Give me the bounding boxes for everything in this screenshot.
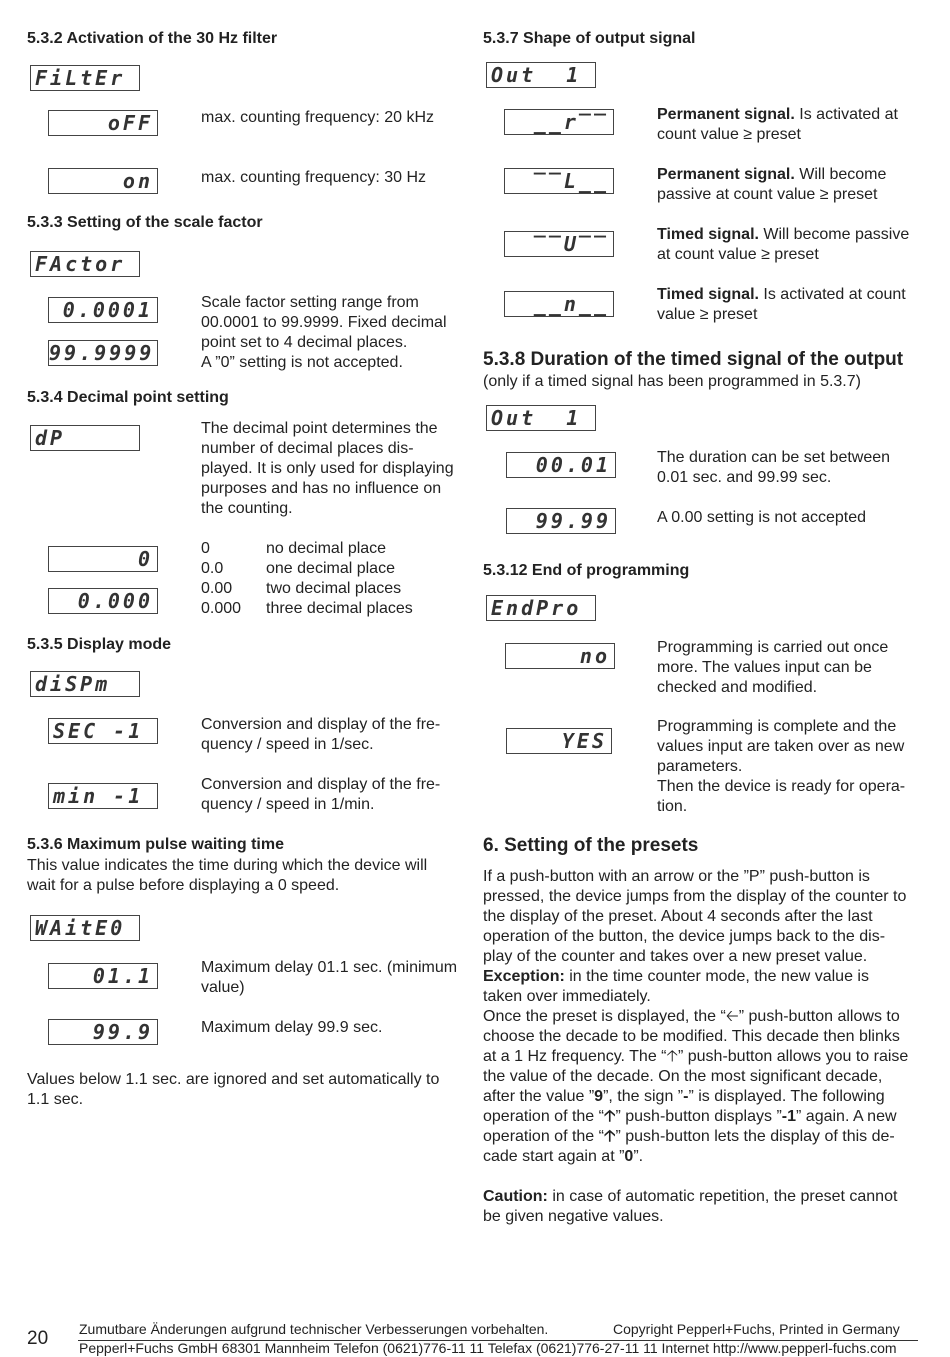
section-title-5-3-8: 5.3.8 Duration of the timed signal of the output	[483, 349, 904, 370]
wait-max-text: Maximum delay 99.9 sec.	[201, 1019, 383, 1036]
lcd-min: min -1	[48, 783, 158, 809]
scale-factor-text: Scale factor setting range from 00.0001 to 99.9999. Fixed decimal point set to 4 decimal places. A ”0” setting is not accepted.	[201, 294, 447, 371]
lcd-dp-0000: 0.000	[48, 588, 158, 614]
lcd-signal-1: __r‾‾	[504, 109, 614, 135]
lcd-menu-out1-duration: Out 1	[486, 405, 596, 431]
pulse-intro-text: This value indicates the time during which the device will wait for a pulse before displaying a 0 speed.	[27, 857, 428, 894]
end-yes-text: Programming is complete and the values input are taken over as new parameters. Then the device is ready for opera- tion.	[657, 718, 906, 815]
section-subtitle-5-3-8: (only if a timed signal has been programmed in 5.3.7)	[483, 373, 861, 390]
lcd-menu-dispm: diSPm	[30, 671, 140, 697]
lcd-signal-3: ‾‾U‾‾	[504, 231, 614, 257]
lcd-wait-max: 99.9	[48, 1019, 158, 1045]
end-no-text: Programming is carried out once more. The values input can be checked and modified.	[657, 639, 889, 696]
section-title-5-3-3: 5.3.3 Setting of the scale factor	[27, 214, 263, 231]
table-row: 0.000 three decimal places	[201, 600, 413, 617]
lcd-signal-4: __n__	[504, 291, 614, 317]
section-title-5-3-7: 5.3.7 Shape of output signal	[483, 30, 696, 47]
lcd-end-yes: YES	[506, 728, 612, 754]
duration-min-text: The duration can be set between 0.01 sec. and 99.99 sec.	[657, 449, 891, 486]
lcd-dp-0: 0	[48, 546, 158, 572]
lcd-end-no: no	[505, 643, 615, 669]
lcd-filter-off: oFF	[48, 110, 158, 136]
lcd-menu-factor: FActor	[30, 251, 140, 277]
section-title-5-3-12: 5.3.12 End of programming	[483, 562, 690, 579]
lcd-wait-min: 01.1	[48, 963, 158, 989]
signal-4-text: Timed signal. Is activated at count value ≥ preset	[657, 286, 906, 323]
filter-on-text: max. counting frequency: 30 Hz	[201, 169, 427, 186]
display-sec-text: Conversion and display of the fre- quency / speed in 1/sec.	[201, 716, 441, 753]
signal-1-text: Permanent signal. Is activated at count value ≥ preset	[657, 106, 898, 143]
lcd-menu-filter: FiLtEr	[30, 65, 140, 91]
footer-address: Pepperl+Fuchs GmbH 68301 Mannheim Telefon (0621)776-11 11 Telefax (0621)776-27-11 11 Internet http://www.pepperl-fuchs.com	[79, 1340, 897, 1356]
lcd-duration-min: 00.01	[506, 452, 616, 478]
decimal-table	[201, 539, 413, 619]
wait-min-text: Maximum delay 01.1 sec. (minimum value)	[201, 959, 458, 996]
signal-3-text: Timed signal. Will become passive at count value ≥ preset	[657, 226, 910, 263]
page-number: 20	[27, 1328, 49, 1349]
table-row: 0.0 one decimal place	[201, 560, 395, 577]
lcd-menu-out1: Out 1	[486, 62, 596, 88]
section-title-5-3-6: 5.3.6 Maximum pulse waiting time	[27, 836, 284, 853]
lcd-sec: SEC -1	[48, 718, 158, 744]
pulse-note: Values below 1.1 sec. are ignored and set automatically to 1.1 sec.	[27, 1071, 440, 1108]
lcd-menu-waite0: WAitE0	[30, 915, 140, 941]
section-title-5-3-5: 5.3.5 Display mode	[27, 636, 172, 653]
section-title-5-3-4: 5.3.4 Decimal point setting	[27, 389, 229, 406]
filter-off-text: max. counting frequency: 20 kHz	[201, 109, 435, 126]
lcd-menu-endpro: EndPro	[486, 595, 596, 621]
duration-max-text: A 0.00 setting is not accepted	[657, 509, 867, 526]
display-min-text: Conversion and display of the fre- quency / speed in 1/min.	[201, 776, 441, 813]
lcd-duration-max: 99.99	[506, 508, 616, 534]
presets-body: If a push-button with an arrow or the ”P” push-button is pressed, the device jumps from the display of the counter to the display of the preset. About 4 seconds after the last operation of the button, the device jumps back to the dis- play of the counter and takes over a new preset value. Exception: in the time counter mode, the new value is taken over immediately. Once the preset is displayed, the “🡠” push-button allows to choose the decade to be modified. This decade then blinks at a 1 Hz frequency. The “🡡” push-button allows you to raise the value of the decade. On the most significant decade, after the value ”9”, the sign ”-” is displayed. The following operation of the “🡡” push-button displays ”-1” again. A new operation of the “🡡” push-button lets the display of this de- cade start again at ”0”. Caution: in case of automatic repetition, the preset cannot be given negative values.	[483, 868, 909, 1225]
table-row: 0.00 two decimal places	[201, 580, 402, 597]
decimal-point-text: The decimal point determines the number of decimal places dis- played. It is only used for displaying purposes and has no influence on the counting.	[201, 420, 454, 517]
footer-copyright: Copyright Pepperl+Fuchs, Printed in Germany	[613, 1321, 900, 1337]
section-title-6: 6. Setting of the presets	[483, 835, 699, 856]
lcd-factor-max: 99.9999	[48, 340, 158, 366]
footer-disclaimer: Zumutbare Änderungen aufgrund technischer Verbesserungen vorbehalten.	[79, 1321, 549, 1337]
lcd-factor-min: 0.0001	[48, 297, 158, 323]
lcd-signal-2: ‾‾L__	[504, 168, 614, 194]
section-title-5-3-2: 5.3.2 Activation of the 30 Hz filter	[27, 30, 278, 47]
lcd-menu-dp: dP	[30, 425, 140, 451]
signal-2-text: Permanent signal. Will become passive at count value ≥ preset	[657, 166, 887, 203]
table-row: 0 no decimal place	[201, 540, 387, 557]
lcd-filter-on: on	[48, 168, 158, 194]
